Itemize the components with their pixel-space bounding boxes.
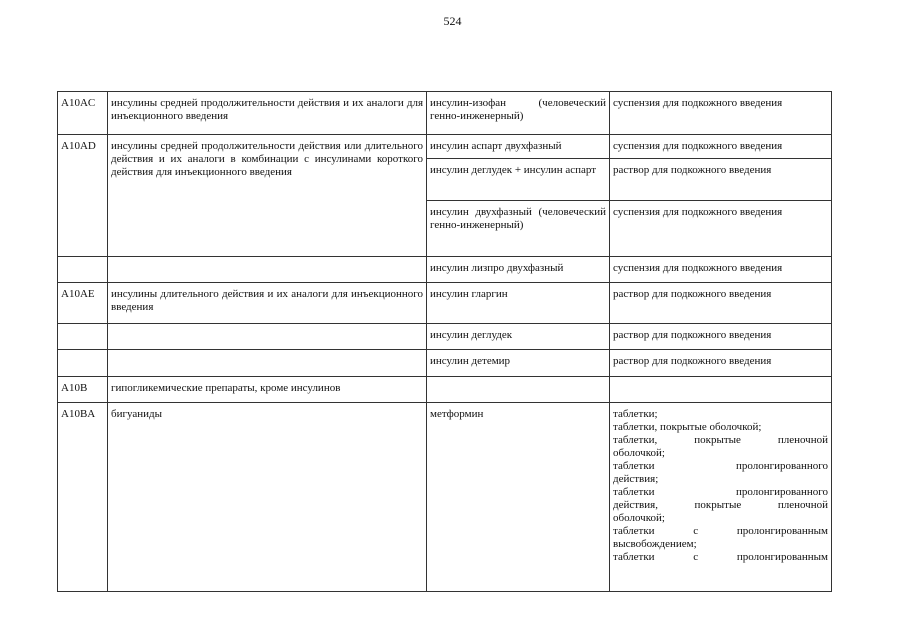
atc-code bbox=[58, 350, 108, 377]
dosage-form: суспензия для подкожного введения bbox=[610, 92, 832, 135]
table-row bbox=[58, 135, 832, 159]
substance-name: инсулин лизпро двухфазный bbox=[427, 257, 610, 283]
dosage-form-list bbox=[610, 403, 832, 592]
dosage-form-line: оболочкой; bbox=[613, 512, 665, 524]
atc-code: A10AD bbox=[58, 135, 108, 257]
dosage-form-line: действия; bbox=[613, 473, 659, 485]
group-name bbox=[108, 350, 427, 377]
dosage-form: раствор для подкожного введения bbox=[610, 283, 832, 324]
substance-name: инсулин деглудек + инсулин аспарт bbox=[427, 159, 610, 201]
dosage-form: раствор для подкожного введения bbox=[610, 324, 832, 350]
table-row bbox=[58, 257, 832, 283]
atc-code: A10BA bbox=[58, 403, 108, 592]
dosage-form-line: таблетки, покрытые оболочкой; bbox=[613, 421, 762, 433]
table-row bbox=[58, 377, 832, 403]
dosage-form-line: таблетки пролонгированного bbox=[613, 486, 828, 498]
table-row bbox=[58, 350, 832, 377]
dosage-form-line: таблетки, покрытые пленочной bbox=[613, 434, 828, 446]
atc-code: A10AC bbox=[58, 92, 108, 135]
substance-name: инсулин аспарт двухфазный bbox=[427, 135, 610, 159]
substance-name: инсулин детемир bbox=[427, 350, 610, 377]
dosage-form-line: действия, покрытые пленочной bbox=[613, 499, 828, 511]
group-name: инсулины длительного действия и их аналоги для инъекционного введения bbox=[108, 283, 427, 324]
drug-classification-table bbox=[57, 91, 832, 592]
atc-code: A10B bbox=[58, 377, 108, 403]
group-name bbox=[108, 324, 427, 350]
dosage-form: раствор для подкожного введения bbox=[610, 350, 832, 377]
dosage-form-line: оболочкой; bbox=[613, 447, 665, 459]
dosage-form-line: таблетки пролонгированного bbox=[613, 460, 828, 472]
atc-code bbox=[58, 257, 108, 283]
table-row bbox=[58, 324, 832, 350]
dosage-form: суспензия для подкожного введения bbox=[610, 201, 832, 257]
dosage-form-line: таблетки с пролонгированным bbox=[613, 525, 828, 537]
atc-code: A10AE bbox=[58, 283, 108, 324]
group-name: гипогликемические препараты, кроме инсулинов bbox=[108, 377, 427, 403]
dosage-form bbox=[610, 377, 832, 403]
group-name bbox=[108, 257, 427, 283]
substance-name: инсулин двухфазный (человеческий генно-инженерный) bbox=[427, 201, 610, 257]
atc-code bbox=[58, 324, 108, 350]
substance-name bbox=[427, 377, 610, 403]
dosage-form-line: высвобождением; bbox=[613, 538, 697, 550]
dosage-form-line: таблетки с пролонгированным bbox=[613, 551, 828, 563]
page-number: 524 bbox=[443, 14, 462, 28]
group-name: инсулины средней продолжительности действия или длительного действия и их аналоги в комбинации с инсулинами короткого действия для инъекционного введения bbox=[108, 135, 427, 257]
dosage-form: суспензия для подкожного введения bbox=[610, 257, 832, 283]
table-row bbox=[58, 403, 832, 592]
table-row bbox=[58, 283, 832, 324]
substance-name: метформин bbox=[427, 403, 610, 592]
substance-name: инсулин-изофан (человеческий генно-инженерный) bbox=[427, 92, 610, 135]
table-row bbox=[58, 92, 832, 135]
dosage-form-line: таблетки; bbox=[613, 408, 658, 420]
substance-name: инсулин гларгин bbox=[427, 283, 610, 324]
group-name: инсулины средней продолжительности действия и их аналоги для инъекционного введения bbox=[108, 92, 427, 135]
substance-name: инсулин деглудек bbox=[427, 324, 610, 350]
group-name: бигуаниды bbox=[108, 403, 427, 592]
dosage-form: раствор для подкожного введения bbox=[610, 159, 832, 201]
dosage-form: суспензия для подкожного введения bbox=[610, 135, 832, 159]
